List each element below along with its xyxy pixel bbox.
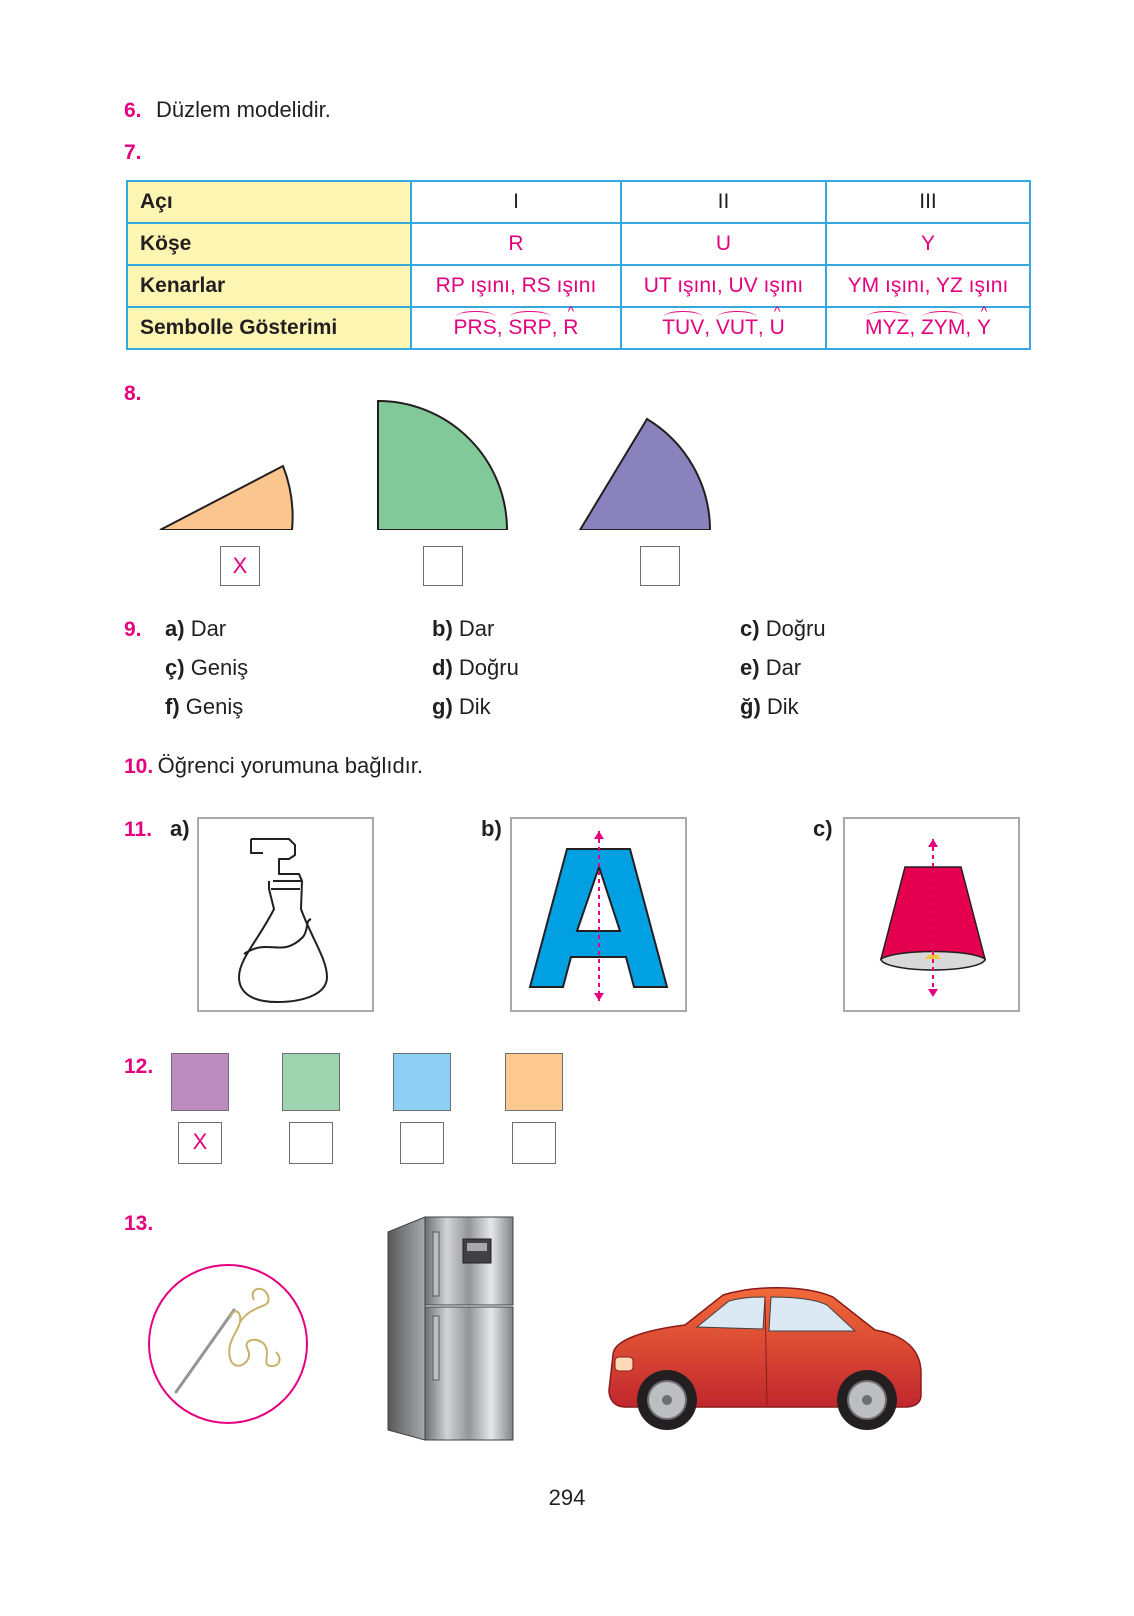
angle-symbol: ^ R bbox=[563, 316, 578, 340]
table-cell: RP ışını, RS ışını bbox=[411, 265, 621, 307]
question-6 bbox=[124, 97, 331, 123]
row-header: Sembolle Gösterimi bbox=[127, 307, 411, 349]
checkbox-2[interactable] bbox=[289, 1122, 333, 1164]
checkbox-3[interactable] bbox=[400, 1122, 444, 1164]
refrigerator-icon bbox=[383, 1212, 518, 1442]
answer-item: ğ) Dik bbox=[740, 694, 799, 719]
table-row bbox=[127, 181, 1030, 223]
right-sector-shape bbox=[378, 401, 507, 530]
checkbox-2[interactable] bbox=[423, 546, 463, 586]
angle-symbol: PRS bbox=[453, 316, 497, 339]
color-swatch-blue bbox=[393, 1053, 451, 1111]
table-cell: Y bbox=[826, 223, 1030, 265]
answer-item: a) Dar bbox=[165, 616, 227, 641]
obtuse-sector-shape bbox=[580, 419, 710, 530]
car-icon bbox=[605, 1285, 927, 1445]
question-8-number: 8. bbox=[124, 382, 142, 405]
table-cell: UT ışını, UV ışını bbox=[621, 265, 826, 307]
label-c: c) bbox=[813, 816, 833, 841]
angle-symbol: SRP bbox=[508, 316, 552, 339]
page-number: 294 bbox=[548, 1485, 586, 1510]
table-row bbox=[127, 265, 1030, 307]
color-swatch-purple bbox=[171, 1053, 229, 1111]
question-number: 10. bbox=[124, 755, 154, 778]
question-13-number: 13. bbox=[124, 1212, 154, 1235]
lampshade-symmetry-graphic bbox=[845, 819, 1018, 1010]
checkbox-4[interactable] bbox=[512, 1122, 556, 1164]
table-cell: YM ışını, YZ ışını bbox=[826, 265, 1030, 307]
row-header: Köşe bbox=[127, 223, 411, 265]
letter-a-frame bbox=[510, 817, 687, 1012]
question-10 bbox=[124, 753, 423, 779]
question-9-number: 9. bbox=[124, 618, 142, 641]
checkbox-3[interactable] bbox=[640, 546, 680, 586]
acute-sector-shape bbox=[160, 466, 293, 530]
angle-symbol: TUV bbox=[662, 316, 705, 339]
answer-text: Düzlem modelidir. bbox=[155, 97, 331, 122]
answer-text: Öğrenci yorumuna bağlıdır. bbox=[157, 753, 424, 778]
letter-a-symmetry-graphic bbox=[512, 819, 685, 1010]
answer-item: e) Dar bbox=[740, 655, 802, 680]
label-a: a) bbox=[170, 816, 190, 841]
spray-bottle-icon bbox=[199, 819, 372, 1010]
question-number: 6. bbox=[124, 99, 142, 122]
table-row bbox=[127, 223, 1030, 265]
angle-symbol: ZYM bbox=[920, 316, 966, 339]
symbol-cell: MYZ, ZYM, ^ Y bbox=[826, 307, 1030, 349]
angle-symbol: VUT bbox=[715, 316, 758, 339]
angle-symbol: ^ Y bbox=[977, 316, 991, 340]
sector-shapes bbox=[150, 385, 730, 530]
answer-item: f) Geniş bbox=[165, 694, 244, 719]
color-swatch-orange bbox=[505, 1053, 563, 1111]
table-cell: U bbox=[621, 223, 826, 265]
answer-item: ç) Geniş bbox=[165, 655, 249, 680]
checkbox-1[interactable]: X bbox=[220, 546, 260, 586]
table-cell: II bbox=[621, 181, 826, 223]
letter-a-shape bbox=[530, 849, 667, 987]
symbol-cell: TUV, VUT, ^ U bbox=[621, 307, 826, 349]
needle-thread-icon bbox=[144, 1262, 312, 1427]
row-header: Kenarlar bbox=[127, 265, 411, 307]
question-7-number: 7. bbox=[124, 141, 142, 164]
lamp-frame bbox=[843, 817, 1020, 1012]
question-12-number: 12. bbox=[124, 1055, 154, 1078]
answer-item: b) Dar bbox=[432, 616, 495, 641]
spray-bottle-frame bbox=[197, 817, 374, 1012]
table-cell: III bbox=[826, 181, 1030, 223]
answer-item: c) Doğru bbox=[740, 616, 826, 641]
answer-item: d) Doğru bbox=[432, 655, 519, 680]
checkbox-1[interactable]: X bbox=[178, 1122, 222, 1164]
question-11-number: 11. bbox=[124, 818, 153, 841]
row-header: Açı bbox=[127, 181, 411, 223]
answer-item: g) Dik bbox=[432, 694, 491, 719]
table-cell: I bbox=[411, 181, 621, 223]
label-b: b) bbox=[481, 816, 502, 841]
angle-symbol: ^ U bbox=[770, 316, 785, 340]
angle-table bbox=[126, 180, 1031, 350]
color-swatch-green bbox=[282, 1053, 340, 1111]
angle-symbol: MYZ bbox=[864, 316, 910, 339]
table-row bbox=[127, 307, 1030, 349]
table-cell: R bbox=[411, 223, 621, 265]
symbol-cell: PRS, SRP, ^ R bbox=[411, 307, 621, 349]
